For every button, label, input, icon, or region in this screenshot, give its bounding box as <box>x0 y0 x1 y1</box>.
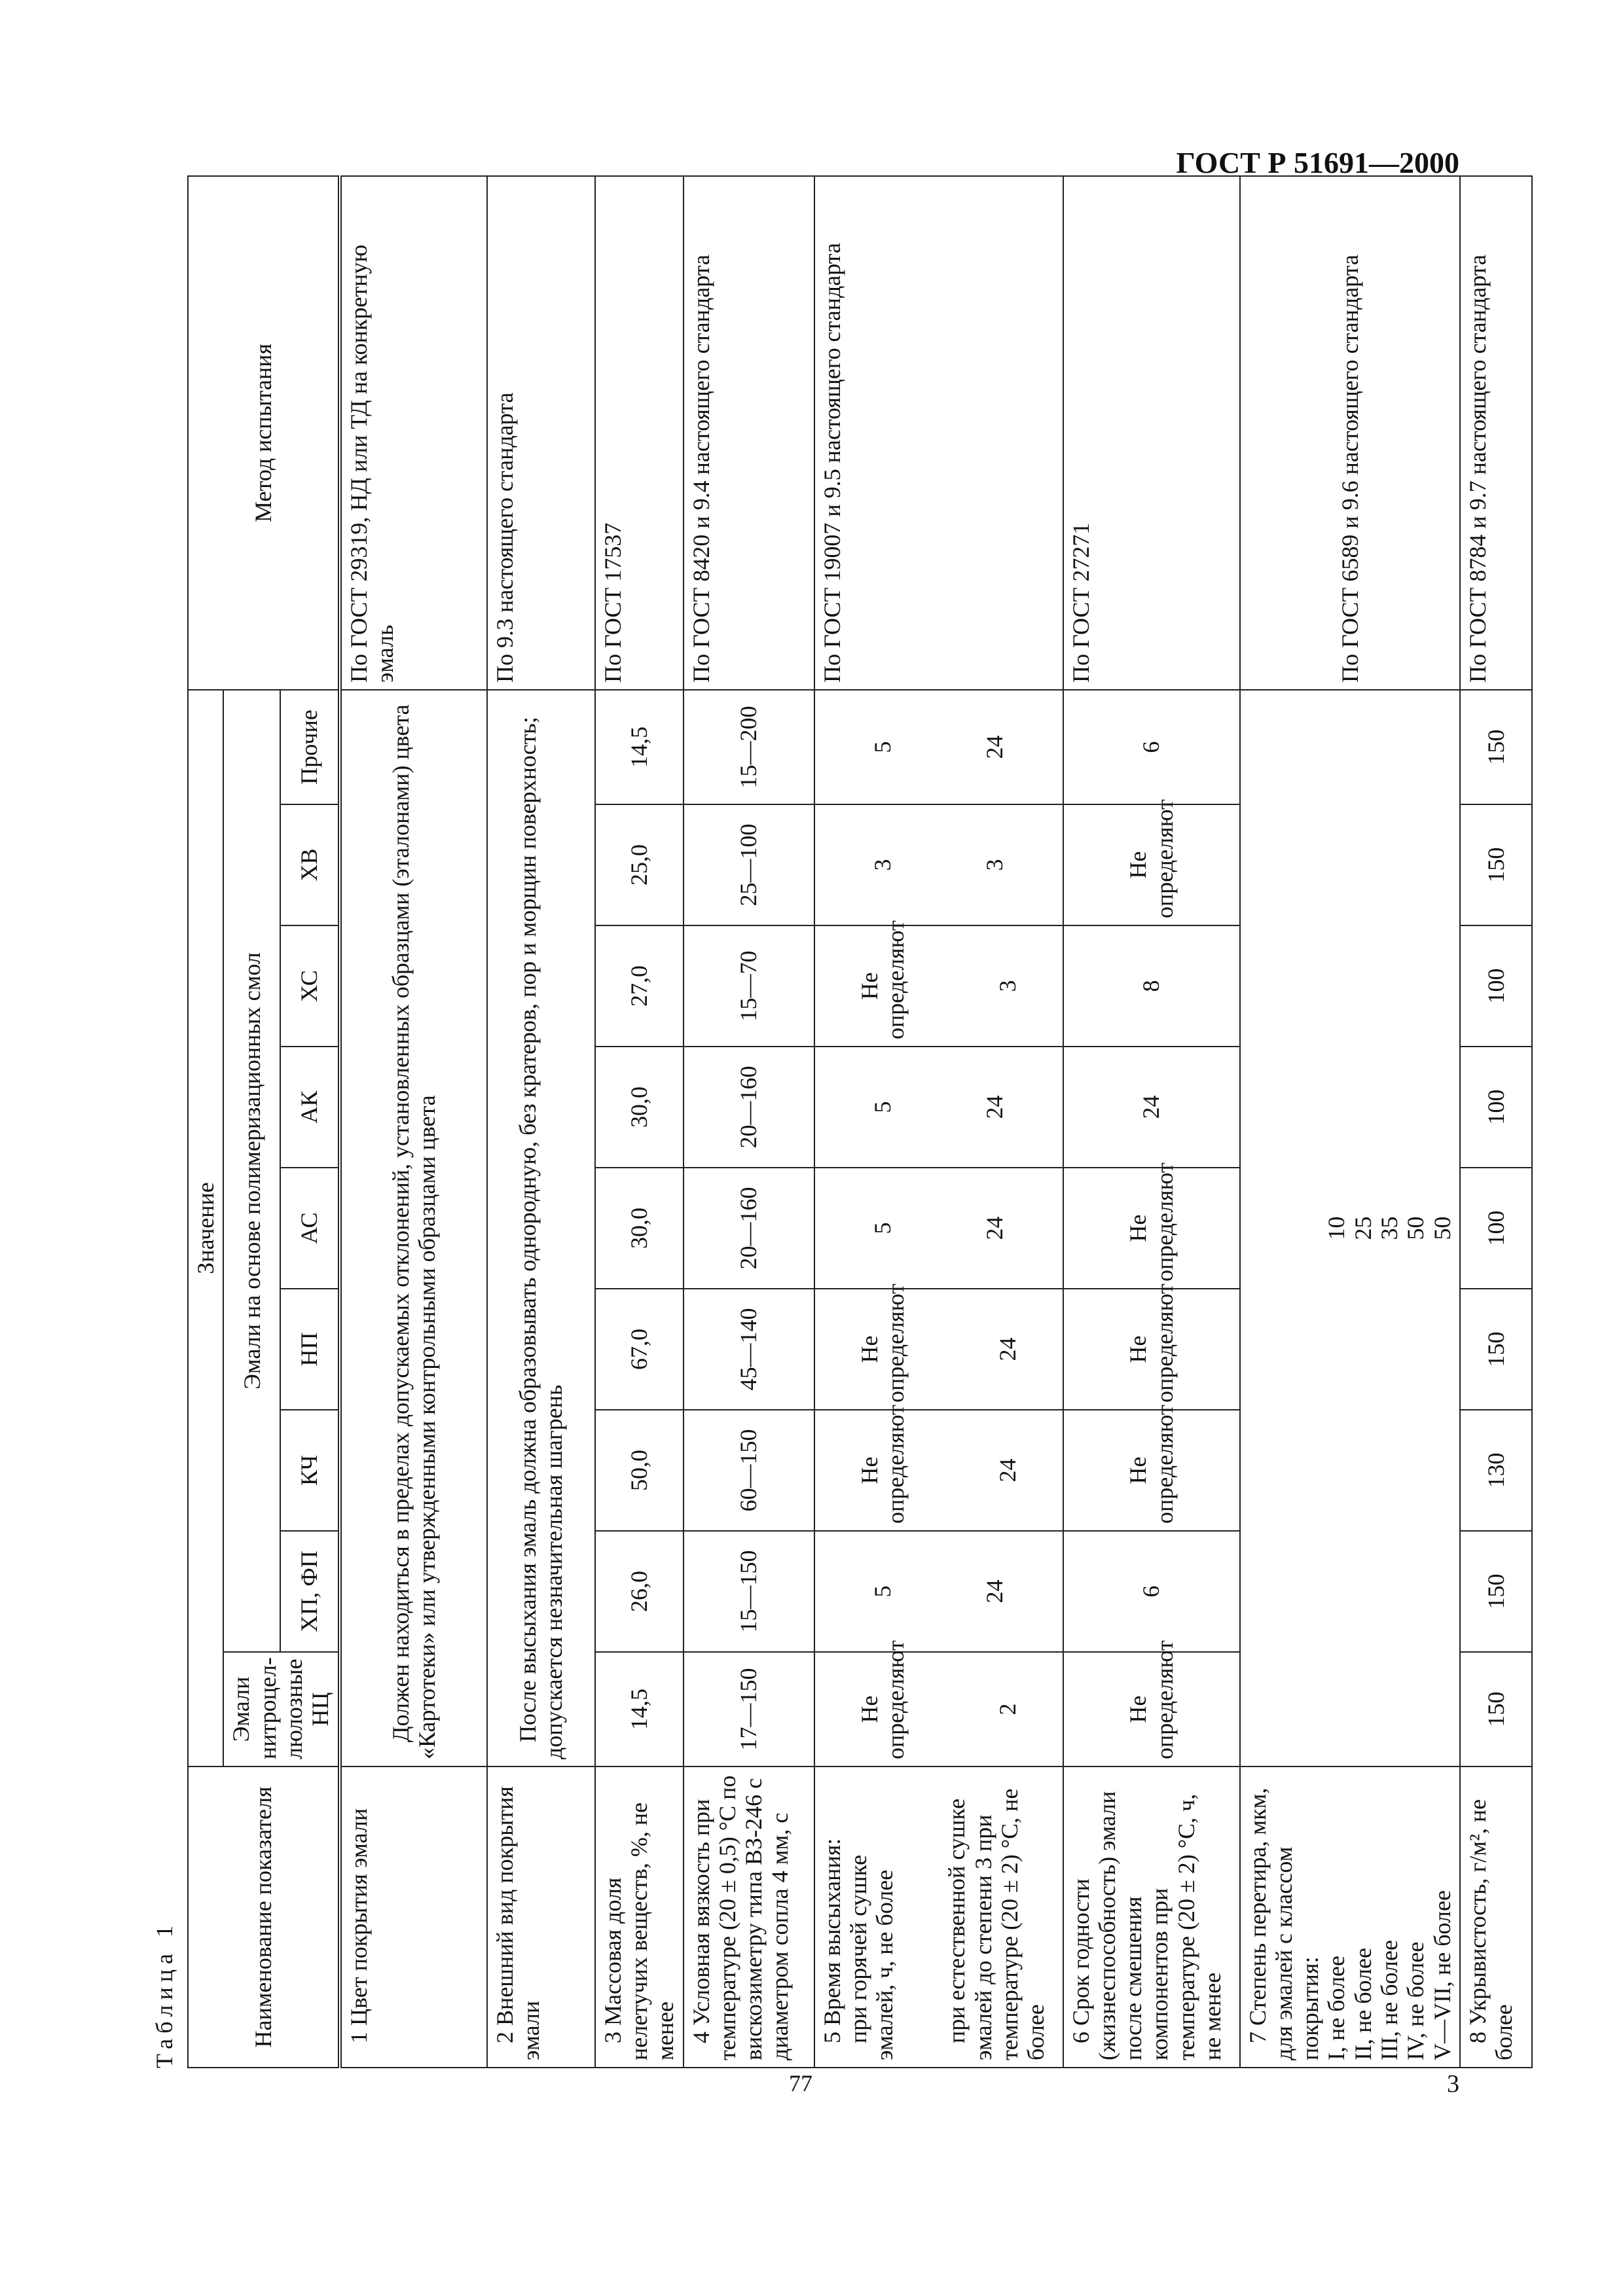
cell-value: Не определяют <box>1063 804 1240 925</box>
col-header-method: Метод испытания <box>188 176 340 690</box>
cell-value-natural: 2 <box>994 1703 1021 1715</box>
grind-values <box>1240 690 1461 1767</box>
cell-value-natural: 24 <box>981 735 1008 759</box>
cell-value: 150 <box>1460 1652 1532 1767</box>
cell-value-natural: 3 <box>994 980 1021 992</box>
cell-value: 14,5 <box>595 690 684 804</box>
cell-value: 150 <box>1460 804 1532 925</box>
grind-value: 50 <box>1429 1216 1455 1240</box>
row-value-merged: После высыхания эмаль должна образовывать однородную, без кратеров, пор и морщин поверхность; допускается незначительная шагрень <box>487 690 595 1767</box>
cell-value: 60—150 <box>684 1410 814 1531</box>
cell-value: Не определяют <box>1063 1168 1240 1289</box>
cell-value: 14,5 <box>595 1652 684 1767</box>
row-method: По 9.3 настоящего стандарта <box>487 176 595 690</box>
grind-value: 50 <box>1402 1216 1429 1240</box>
cell-value: 25,0 <box>595 804 684 925</box>
cell-value: 15—200 <box>684 690 814 804</box>
cell-value: 25—100 <box>684 804 814 925</box>
page-number: 3 <box>1447 2070 1459 2098</box>
col-header-sub: ХП, ФП <box>280 1531 339 1652</box>
col-header-sub: Прочие <box>280 690 339 804</box>
cell-value-hot: 5 <box>869 741 896 753</box>
row-name: 6 Срок годности (жизнеспособность) эмали после смешения компонентов при температуре (20 ± 2) °С, ч, не менее <box>1063 1767 1240 2068</box>
cell-value: 100 <box>1460 1168 1532 1289</box>
row-method: По ГОСТ 19007 и 9.5 настоящего стандарта <box>814 176 1063 690</box>
col-header-sub: КЧ <box>280 1410 339 1531</box>
cell-value: 24 <box>1063 1047 1240 1168</box>
cell-value-natural: 24 <box>981 1095 1008 1119</box>
cell-value-hot: Не определяют <box>856 920 909 1039</box>
row-name: 8 Укрывистость, г/м², не более <box>1460 1767 1532 2068</box>
cell-value-hot: 5 <box>869 1585 896 1598</box>
cell-value-natural: 24 <box>981 1216 1008 1240</box>
cell-value: 50,0 <box>595 1410 684 1531</box>
table-row <box>595 176 684 2068</box>
cell-value: 67,0 <box>595 1289 684 1410</box>
table-row <box>684 176 814 2068</box>
cell-value: 100 <box>1460 925 1532 1047</box>
cell-value-hot: 3 <box>869 859 896 871</box>
rotated-table-block <box>151 177 1518 2068</box>
row-name <box>1240 1767 1461 2068</box>
cell-value: 100 <box>1460 1047 1532 1168</box>
cell-value: 20—160 <box>684 1047 814 1168</box>
cell-value: 45—140 <box>684 1289 814 1410</box>
col-header-sub: НП <box>280 1289 339 1410</box>
col-header-poly: Эмали на основе полимеризационных смол <box>223 690 280 1652</box>
cell-value: Не определяют <box>1063 1410 1240 1531</box>
cell-value <box>814 1531 1063 1652</box>
table-caption: Таблица 1 <box>151 1920 177 2068</box>
row-subitem-natural: при естественной сушке эмалей до степени 3 при температуре (20 ± 2) °С, не более <box>943 1788 1049 2060</box>
cell-value: 150 <box>1460 1289 1532 1410</box>
col-header-sub: ХВ <box>280 804 339 925</box>
row-method: По ГОСТ 17537 <box>595 176 684 690</box>
document-code: ГОСТ Р 51691—2000 <box>1176 146 1459 179</box>
cell-value-natural: 24 <box>994 1337 1021 1361</box>
class-item: IV, не более <box>1402 1941 1429 2060</box>
cell-value <box>814 920 1063 1047</box>
table-row <box>1063 176 1240 2068</box>
cell-value-hot: 5 <box>869 1101 896 1113</box>
cell-value <box>814 1640 1063 1767</box>
cell-value-natural: 24 <box>994 1458 1021 1482</box>
row-method: По ГОСТ 6589 и 9.6 настоящего стандарта <box>1240 176 1461 690</box>
row-name: 2 Внешний вид покрытия эмали <box>487 1767 595 2068</box>
cell-value: 30,0 <box>595 1168 684 1289</box>
col-header-sub: АС <box>280 1168 339 1289</box>
cell-value: 27,0 <box>595 925 684 1047</box>
table-row <box>814 176 1063 2068</box>
class-item: V—VII, не более <box>1429 1890 1455 2060</box>
row-method: По ГОСТ 29319, НД или ТД на конкретную эмаль <box>340 176 487 690</box>
cell-value: 130 <box>1460 1410 1532 1531</box>
cell-value <box>814 690 1063 804</box>
cell-value <box>814 1168 1063 1289</box>
cell-value-natural: 3 <box>981 859 1008 871</box>
row-method: По ГОСТ 27271 <box>1063 176 1240 690</box>
class-item: II, не более <box>1349 1948 1376 2060</box>
row-subitem-hot: при горячей сушке эмалей, ч, не более <box>845 1854 898 2060</box>
row-value-merged: Должен находиться в пределах допускаемых отклонений, установленных образцами (эталонами) цвета «Картотеки» или утвержденными контрольными образцами цвета <box>340 690 487 1767</box>
cell-value-natural: 24 <box>981 1579 1008 1604</box>
col-header-nc: Эмали нитроцел-люлозные НЦ <box>223 1652 339 1767</box>
cell-value: Не определяют <box>1063 1289 1240 1410</box>
col-header-sub: АК <box>280 1047 339 1168</box>
row-name: 3 Массовая доля нелетучих веществ, %, не менее <box>595 1767 684 2068</box>
grind-value: 25 <box>1349 1216 1376 1240</box>
row-name-title: 7 Степень перетира, мкм, для эмалей с классом покрытия: <box>1244 1787 1324 2060</box>
row-name <box>814 1767 1063 2068</box>
grind-value: 10 <box>1323 1216 1350 1240</box>
cell-value <box>814 1283 1063 1410</box>
cell-value: 30,0 <box>595 1047 684 1168</box>
row-name: 4 Условная вязкость при температуре (20 ± 0,5) °С по вискозиметру типа ВЗ-246 с диаметром сопла 4 мм, с <box>684 1767 814 2068</box>
cell-value-hot: Не определяют <box>856 1405 909 1524</box>
class-item: III, не более <box>1376 1940 1403 2060</box>
cell-value: 17—150 <box>684 1652 814 1767</box>
table-row <box>340 176 487 2068</box>
cell-value: 26,0 <box>595 1531 684 1652</box>
cell-value: 15—70 <box>684 925 814 1047</box>
cell-value-hot: 5 <box>869 1222 896 1234</box>
cell-value: 8 <box>1063 925 1240 1047</box>
row-method: По ГОСТ 8784 и 9.7 настоящего стандарта <box>1460 176 1532 690</box>
cell-value: 20—160 <box>684 1168 814 1289</box>
table-row <box>1240 176 1461 2068</box>
grind-value: 35 <box>1376 1216 1403 1240</box>
cell-value: 6 <box>1063 690 1240 804</box>
class-item: I, не более <box>1323 1956 1350 2060</box>
row-name-title: 5 Время высыхания: <box>818 1838 845 2043</box>
cell-value <box>814 804 1063 925</box>
side-page-number: 77 <box>789 2070 812 2096</box>
cell-value <box>814 1405 1063 1531</box>
cell-value: Не определяют <box>1063 1652 1240 1767</box>
col-header-sub: ХС <box>280 925 339 1047</box>
table-row <box>1460 176 1532 2068</box>
cell-value-hot: Не определяют <box>856 1283 909 1403</box>
cell-value: 6 <box>1063 1531 1240 1652</box>
cell-value: 150 <box>1460 1531 1532 1652</box>
col-header-name: Наименование показателя <box>188 1767 340 2068</box>
cell-value <box>814 1047 1063 1168</box>
row-method: По ГОСТ 8420 и 9.4 настоящего стандарта <box>684 176 814 690</box>
specification-table <box>187 175 1533 2068</box>
table-row <box>487 176 595 2068</box>
cell-value-hot: Не определяют <box>856 1640 909 1759</box>
cell-value: 150 <box>1460 690 1532 804</box>
row-name: 1 Цвет покрытия эмали <box>340 1767 487 2068</box>
cell-value: 15—150 <box>684 1531 814 1652</box>
col-header-value: Значение <box>188 690 223 1767</box>
